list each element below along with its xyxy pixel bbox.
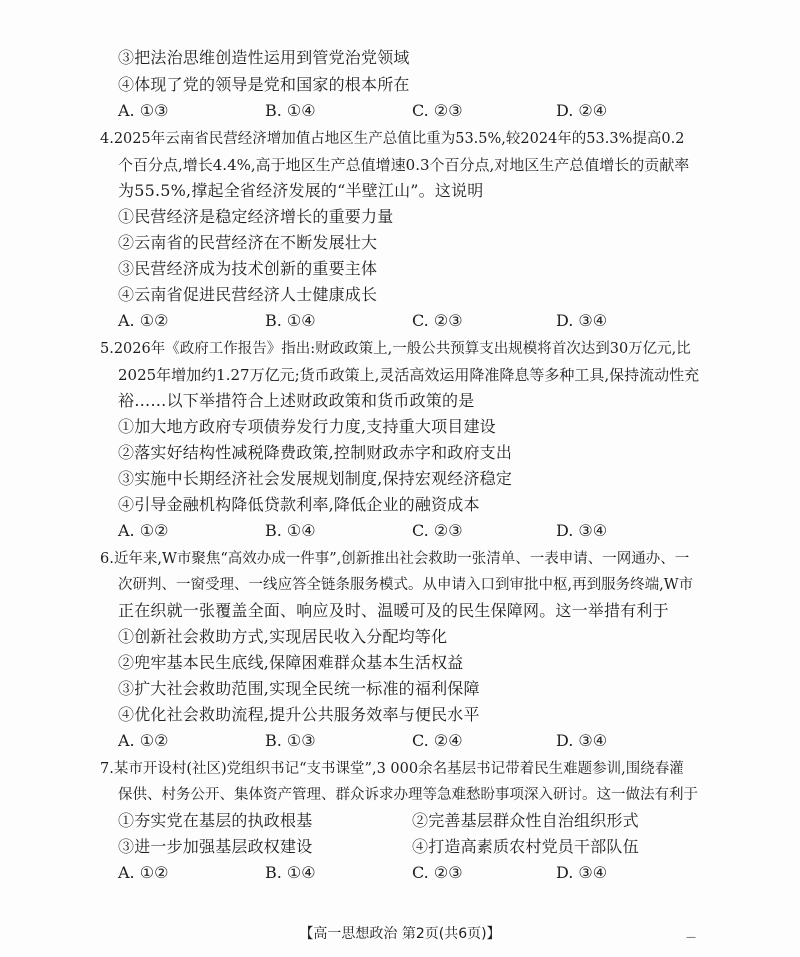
option-d: D. ③④ [556,311,608,330]
statement-2: ②兜牢基本民生底线,保障困难群众基本生活权益 [118,653,464,672]
option-a: A. ①② [118,731,169,750]
question-stem-line: 7.某市开设村(社区)党组织书记“支书课堂”,3 000余名基层书记带着民生难题参训,围绕春灌 [100,761,684,777]
question-stem-line: 2025年增加约1.27万亿元;货币政策上,灵活高效运用降准降息等多种工具,保持流动性充 [118,366,700,384]
statement-3: ③实施中长期经济社会发展规划制度,保持宏观经济稳定 [118,469,513,488]
option-b: B. ①④ [265,101,316,120]
option-b: B. ①④ [265,311,316,330]
option-d: D. ③④ [556,863,608,882]
option-c: C. ②③ [412,863,463,882]
statement-4: ④优化社会救助流程,提升公共服务效率与便民水平 [118,705,480,724]
option-c: C. ②③ [412,311,463,330]
option-c: C. ②③ [412,101,463,120]
corner-mark: — [686,932,696,943]
statement-1: ①夯实党在基层的执政根基 [118,811,313,830]
statement-4: ④云南省促进民营经济人士健康成长 [118,285,378,304]
statement-3: ③把法治思维创造性运用到管党治党领域 [118,48,410,67]
page-footer: 【高一思想政治 第2页(共6页)】 [299,926,501,942]
statement-1: ①创新社会救助方式,实现居民收入分配均等化 [118,627,448,646]
question-stem-line: 4.2025年云南省民营经济增加值占地区生产总值比重为53.5%,较2024年的53.3%提高0.2 [100,131,685,147]
statement-3: ③民营经济成为技术创新的重要主体 [118,259,378,278]
option-d: D. ③④ [556,521,608,540]
option-b: B. ①④ [265,863,316,882]
statement-2: ②云南省的民营经济在不断发展壮大 [118,233,378,252]
option-a: A. ①② [118,311,169,330]
statement-4: ④打造高素质农村党员干部队伍 [412,837,639,856]
option-d: D. ②④ [556,101,608,120]
statement-2: ②完善基层群众性自治组织形式 [412,811,639,830]
statement-4: ④引导金融机构降低贷款利率,降低企业的融资成本 [118,495,480,514]
question-stem-line: 次研判、一窗受理、一线应答全链条服务模式。从申请入口到审批中枢,再到服务终端,W市 [118,577,694,593]
question-stem-line: 为55.5%,撑起全省经济发展的“半壁江山”。这说明 [118,181,484,200]
question-stem-line: 6.近年来,W市聚焦“高效办成一件事”,创新推出社会救助一张清单、一表申请、一网通办、一 [100,551,690,567]
option-a: A. ①② [118,863,169,882]
option-d: D. ③④ [556,731,608,750]
statement-4: ④体现了党的领导是党和国家的根本所在 [118,75,410,94]
question-stem-line: 个百分点,增长4.4%,高于地区生产总值增速0.3个百分点,对地区生产总值增长的贡献率 [118,156,690,174]
question-stem-line: 保供、村务公开、集体资产管理、群众诉求办理等急难愁盼事项深入研讨。这一做法有利于 [118,787,698,803]
option-a: A. ①③ [118,101,169,120]
option-b: B. ①③ [265,731,316,750]
question-stem-line: 裕……以下举措符合上述财政政策和货币政策的是 [118,391,475,410]
statement-3: ③扩大社会救助范围,实现全民统一标准的福利保障 [118,679,480,698]
option-a: A. ①② [118,521,169,540]
statement-2: ②落实好结构性减税降费政策,控制财政赤字和政府支出 [118,443,513,462]
option-b: B. ①④ [265,521,316,540]
question-stem-line: 5.2026年《政府工作报告》指出:财政政策上,一般公共预算支出规模将首次达到30万亿元,比 [100,341,691,357]
option-c: C. ②③ [412,521,463,540]
question-stem-line: 正在织就一张覆盖全面、响应及时、温暖可及的民生保障网。这一举措有利于 [118,601,669,620]
statement-3: ③进一步加强基层政权建设 [118,837,313,856]
option-c: C. ②④ [412,731,463,750]
statement-1: ①加大地方政府专项债券发行力度,支持重大项目建设 [118,417,496,436]
statement-1: ①民营经济是稳定经济增长的重要力量 [118,207,394,226]
